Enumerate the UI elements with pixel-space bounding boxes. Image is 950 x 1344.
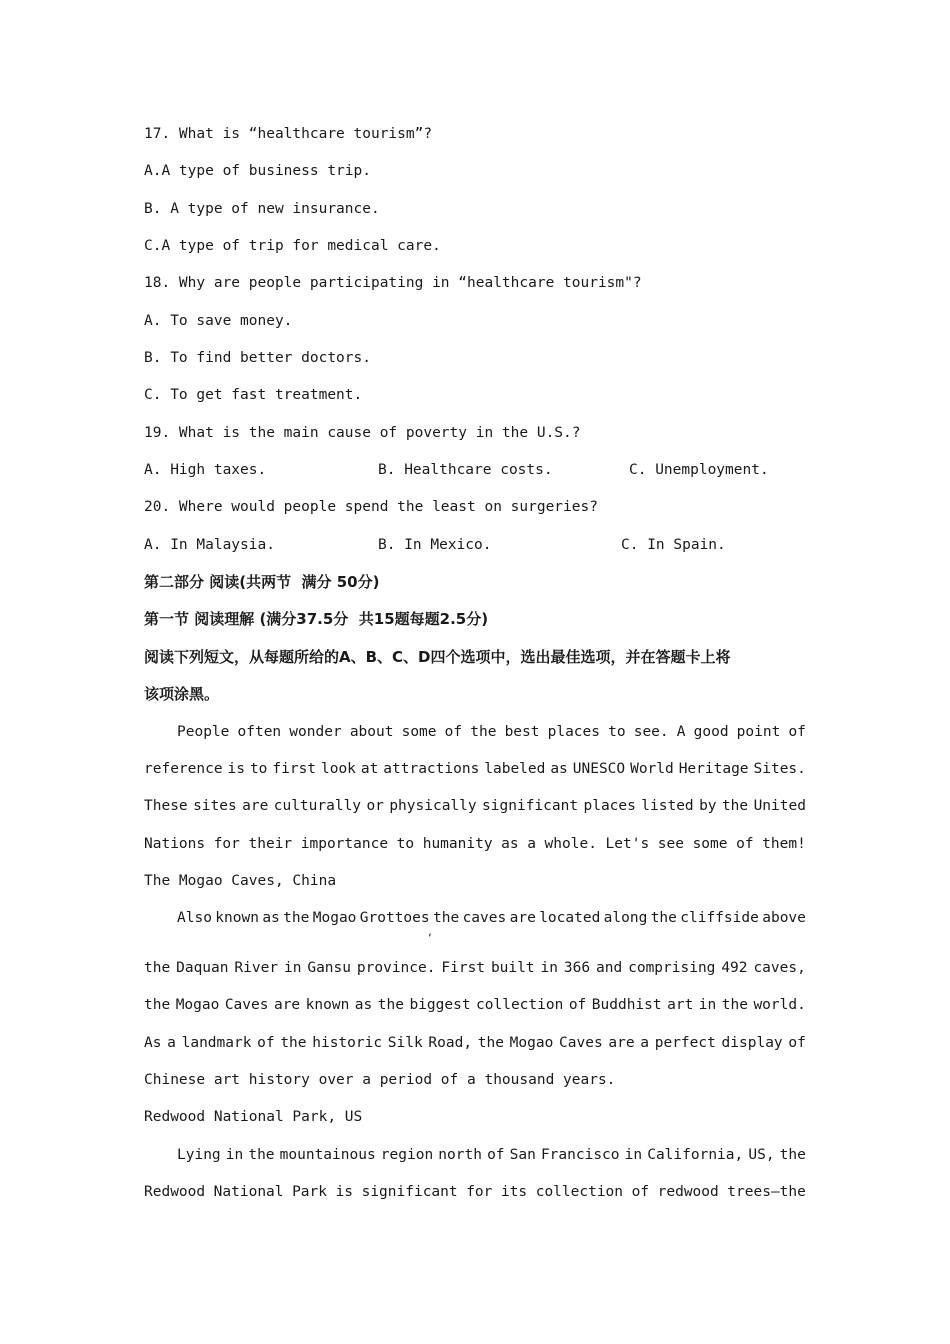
section-title: 第一节 阅读理解 (满分37.5分 共15题每题2.5分) <box>144 610 489 628</box>
q20-option-b: B. In Mexico. <box>378 537 492 553</box>
mogao-line-1: Also known as the Mogao Grottoes the caves are located along the cliffside above <box>177 910 806 926</box>
heading-redwood: Redwood National Park, US <box>144 1109 363 1125</box>
q17-option-a: A.A type of business trip. <box>144 163 371 179</box>
mogao-line-4: As a landmark of the historic Silk Road, the Mogao Caves are a perfect display of <box>144 1035 806 1051</box>
intro-line-4: Nations for their importance to humanity as a whole. Let's see some of them! <box>144 836 806 852</box>
q18-option-c: C. To get fast treatment. <box>144 387 363 403</box>
q19-option-b: B. Healthcare costs. <box>378 462 553 478</box>
q17-option-b: B. A type of new insurance. <box>144 201 380 217</box>
heading-mogao: The Mogao Caves, China <box>144 873 337 889</box>
question-19: 19. What is the main cause of poverty in the U.S.? <box>144 425 581 441</box>
q18-option-a: A. To save money. <box>144 313 293 329</box>
intro-line-1: People often wonder about some of the best places to see. A good point of <box>177 724 806 740</box>
q20-option-a: A. In Malaysia. <box>144 537 275 553</box>
q19-option-c: C. Unemployment. <box>629 462 769 478</box>
instruction-line-2: 该项涂黑。 <box>144 685 220 703</box>
question-18: 18. Why are people participating in “healthcare tourism"? <box>144 275 642 291</box>
q17-option-c: C.A type of trip for medical care. <box>144 238 441 254</box>
part-title: 第二部分 阅读(共两节 满分 50分) <box>144 573 380 591</box>
redwood-line-2: Redwood National Park is significant for its collection of redwood trees—the <box>144 1184 806 1200</box>
intro-line-3: These sites are culturally or physically significant places listed by the United <box>144 798 806 814</box>
q19-option-a: A. High taxes. <box>144 462 267 478</box>
mogao-comma-mark: , <box>427 927 434 938</box>
question-17: 17. What is “healthcare tourism”? <box>144 126 433 142</box>
mogao-line-3: the Mogao Caves are known as the biggest collection of Buddhist art in the world. <box>144 997 806 1013</box>
redwood-line-1: Lying in the mountainous region north of San Francisco in California, US, the <box>177 1147 806 1163</box>
q18-option-b: B. To find better doctors. <box>144 350 371 366</box>
intro-line-2: reference is to first look at attractions labeled as UNESCO World Heritage Sites. <box>144 761 806 777</box>
question-20: 20. Where would people spend the least on surgeries? <box>144 499 598 515</box>
instruction-line-1: 阅读下列短文，从每题所给的A、B、C、D四个选项中，选出最佳选项，并在答题卡上将 <box>144 648 731 666</box>
mogao-line-5: Chinese art history over a period of a thousand years. <box>144 1072 616 1088</box>
q20-option-c: C. In Spain. <box>621 537 726 553</box>
mogao-line-2: the Daquan River in Gansu province. First built in 366 and comprising 492 caves, <box>144 960 806 976</box>
